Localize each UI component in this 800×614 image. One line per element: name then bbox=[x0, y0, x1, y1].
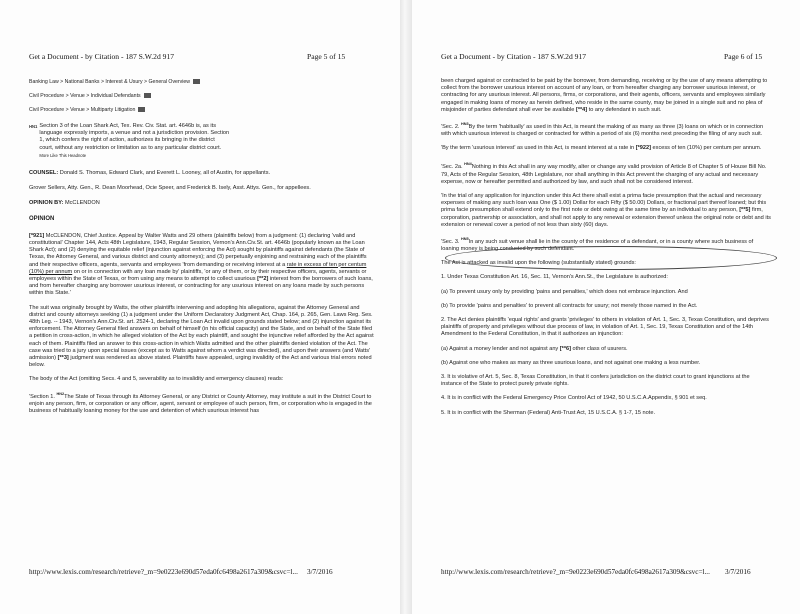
right-header-page-number: Page 6 of 15 bbox=[724, 52, 763, 61]
topic-link[interactable]: Banking Law > National Banks > Interest & Usury > General Overview bbox=[29, 78, 375, 86]
pencil-icon[interactable] bbox=[193, 79, 200, 84]
star-page-921[interactable]: [*921] bbox=[29, 232, 45, 239]
headnote-marker[interactable]: HN3 bbox=[461, 122, 469, 127]
opinion-heading: OPINION bbox=[29, 215, 55, 222]
right-body bbox=[441, 78, 771, 424]
headnote-marker[interactable]: HN4 bbox=[464, 162, 472, 167]
right-header-title: Get a Document - by Citation - 187 S.W.2d 917 bbox=[441, 52, 587, 61]
statute-section-2a: 'Sec. 2a. $^{HN4}$Nothing in this Act shall in any way modify, alter or change any valid provision of Article 8 of Chapter 5 of House Bill No. 79, Acts of the Regular Session, 48th Legislature, nor shall anything in this Act prevent the charging of any actual and necessary expense, now or hereafter permitted and authorized by law, and such shall not be considered interest. bbox=[441, 162, 767, 185]
left-header-page-number: Page 5 of 15 bbox=[307, 52, 346, 61]
star-page-6[interactable]: [**6] bbox=[559, 345, 571, 352]
statute-section-1: 'Section 1. $^{HN2}$The State of Texas through its Attorney General, or any District or County Attorney, may institute a suit in the District Court to enjoin any person, firm, or corporation or any officer, agent, servant or employee of such person, firm, or corporation who is engaged in the business of habitually loaning money for the use and detention of which usurious interest has bbox=[29, 391, 372, 414]
pencil-icon[interactable] bbox=[138, 107, 145, 112]
pencil-icon[interactable] bbox=[144, 93, 151, 98]
right-footer-url: http://www.lexis.com/research/retrieve?_m=9e0223e690d57eda0fc6498a2617a309&csvc=l... bbox=[441, 568, 710, 576]
underlined-phrase: rate in excess of ten per centum (10%) per annum bbox=[29, 261, 367, 275]
headnote-text: Section 3 of the Loan Shark Act, Tex. Rev. Civ. Stat. art. 4646b is, as its language expressly imports, a venue and not a jurisdiction provision. Section 1, which confers the right of action, authorizes its bringing in the district court, without any restriction or limitation as to any particular district court. bbox=[39, 123, 230, 151]
ground-2a: (a) Against a money lender and not against any [**6] other class of usurers. bbox=[441, 345, 628, 352]
prima-facie-paragraph: 'In the trial of any application for injunction under this Act there shall exist a prima facie presumption that the actual and necessary expenses of making any such loan was One ($ 1.00) Dollar for each Fifty ($ 50.00) Dollars, or fractional part thereof loaned; but this prima facie presumption shall extend only to the first note or debt owing at the same time by an individual to any person, [**5] firm, corporation, partnership or association, and shall not apply to any renewal or extension thereof unless the original note or debt and its extension or renewal cover a period of not less than sixty (60) days. bbox=[441, 192, 771, 228]
topic-link[interactable]: Civil Procedure > Venue > Multiparty Litigation bbox=[29, 106, 375, 114]
headnote-marker[interactable]: HN1 bbox=[29, 124, 38, 129]
ground-1b: (b) To provide 'pains and penalties' to prevent all contracts for usury; not merely those named in the Act. bbox=[441, 302, 698, 309]
usurious-interest-definition: 'By the term 'usurious interest' as used in this Act, is meant interest at a rate in [*922] excess of ten (10%) per centum per annum. bbox=[441, 145, 762, 152]
right-page bbox=[412, 0, 800, 614]
star-page-4[interactable]: [**4] bbox=[575, 106, 588, 113]
opinion-by: OPINION BY: McCLENDON bbox=[29, 200, 100, 207]
opinion-paragraph: [*921] McCLENDON, Chief Justice. Appeal by Walter Watts and 29 others (plaintiffs below) from a judgment: (1) declaring 'valid and constitutional' Chapter 144, Acts 48th Legislature, 1943, Regular Session, Vernon's Ann.Civ.St. art. 4646b (popularly known as the Loan Shark Act); and (2) denying the equitable relief (injunction against enforcing the Act) sought by plaintiffs against defendants (the State of Texas, the Attorney General, and various district and county attorneys); and (3) perpetually enjoining and restraining each of the plaintiffs and their respective officers, agents, servants and employees 'from demanding or receiving interest at a rate in excess of ten per centum (10%) per annum on or in connection with any loan made by' plaintiffs, 'or any of them, or by their respective officers, agents, servants or employees within the State of Texas, or from using any means to attempt to collect usurious [**2] interest from the borrowers of such loans, and from hereafter charging any borrower usurious interest, or contracting for any usurious interest on any loans made by such persons within this State.' bbox=[29, 232, 373, 297]
left-footer-date: 3/7/2016 bbox=[307, 568, 333, 576]
star-page-922[interactable]: [*922] bbox=[635, 145, 651, 152]
topic-link[interactable]: Civil Procedure > Venue > Individual Defendants bbox=[29, 92, 375, 100]
ground-5: 5. It is in conflict with the Sherman (Federal) Anti-Trust Act, 15 U.S.C.A. § 1-7, 15 note. bbox=[441, 409, 656, 416]
headnote-marker[interactable]: HN5 bbox=[461, 236, 469, 241]
star-page-3[interactable]: [**3] bbox=[57, 355, 69, 362]
opinion-paragraph: The suit was originally brought by Watts, the other plaintiffs intervening and adopting his allegations, against the Attorney General and district and county attorneys seeking (1) a judgment under the Uniform Declaratory Judgment Act, Chap. 164, p. 265, Gen. Laws Reg. Ses. 48th Leg. -- 1943, Vernon's Ann.Civ.St. art. 2524-1, declaring the Loan Act invalid upon grounds stated below; and (2) injunction against its enforcement. The Attorney General filed answers on behalf of himself (in his official capacity) and the State, and on behalf of the State filed a petition in cross-action, in which he alleged violation of the Act by each plaintiff, and sought the injunctive relief afforded by the Act against each of them. Plaintiffs filed an answer to this cross-action in which Watts admitted and the other plaintiffs denied violation of the Act. The case was tried to a jury upon special issues (except as to Watts against whom a verdict was directed), and upon their answers (and Watts' admission) [**3] judgment was rendered as above stated. Plaintiffs have appealed, urging invalidity of the Act and various trial errors noted below. bbox=[29, 304, 374, 369]
ground-4: 4. It is in conflict with the Federal Emergency Price Control Act of 1942, 50 U.S.C.A.Appendix, § 901 et seq. bbox=[441, 395, 707, 402]
statute-continuation: been charged against or contracted to be paid by the borrower, from demanding, receiving or by the use of any means attempting to collect from the borrower usurious interest on account of any loan, or from hereafter charging any borrower usurious interest, or contracting for any usurious interest. All persons, firms, or corporations, and their agents, officers, servants and employees similarly engaged in making loans of money as herein defined, who reside in the same county, may be joined in a single suit and no plea of misjoinder of parties defendant shall ever be available [**4] to any defendant in such suit. bbox=[441, 78, 768, 113]
star-page-2[interactable]: [**2] bbox=[257, 276, 269, 283]
statute-section-2: 'Sec. 2. $^{HN3}$By the term 'habitually' as used in this Act, is meant the making of as many as three (3) loans on which or in connection with which usurious interest is charged or contracted for within a period of six (6) months next preceding the filing of any such suit. bbox=[441, 122, 764, 138]
ground-1: 1. Under Texas Constitution Art. 16, Sec. 11, Vernon's Ann.St., the Legislature is authorized: bbox=[441, 274, 668, 281]
left-header-title: Get a Document - by Citation - 187 S.W.2d 917 bbox=[29, 52, 175, 61]
ground-3: 3. It is violative of Art. 5, Sec. 8, Texas Constitution, in that it confers jurisdiction on the district court to grant injunctions at the instance of the State to protect purely private rights. bbox=[441, 374, 750, 388]
counsel: COUNSEL: Donald S. Thomas, Edward Clark, and Everett L. Looney, all of Austin, for appellants. bbox=[29, 170, 271, 177]
ground-2b: (b) Against one who makes as many as three usurious loans, and not against one making a less number. bbox=[441, 359, 701, 366]
left-body bbox=[29, 78, 375, 422]
more-like-this-link[interactable]: More Like This Headnote bbox=[39, 152, 87, 158]
headnote bbox=[29, 123, 375, 160]
grounds-intro: The Act is attacked as invalid upon the following (substantially stated) grounds: bbox=[441, 260, 636, 267]
counsel-label: COUNSEL: bbox=[29, 170, 59, 177]
page-gutter bbox=[400, 0, 412, 614]
opinion-paragraph: The body of the Act (omitting Secs. 4 and 5, severability as to invalidity and emergency clauses) reads: bbox=[29, 376, 284, 383]
left-footer-url: http://www.lexis.com/research/retrieve?_m=9e0223e690d57eda0fc6498a2617a309&csvc=l... bbox=[29, 568, 298, 576]
right-footer-date: 3/7/2016 bbox=[725, 568, 751, 576]
headnote-marker[interactable]: HN2 bbox=[56, 391, 65, 396]
statute-section-3: 'Sec. 3. $^{HN5}$In any such suit venue shall lie in the county of the residence of a defendant, or in a county where such business of loaning money is being conducted by such defendant.' bbox=[441, 236, 754, 253]
ground-1a: (a) To prevent usury only by providing 'pains and penalties,' which does not embrace injunction. And bbox=[441, 288, 688, 295]
star-page-5[interactable]: [**5] bbox=[739, 207, 751, 214]
counsel-appellees: Grover Sellers, Atty. Gen., R. Dean Moorhead, Ocie Speer, and Frederick B. Isely, Asst. Attys. Gen., for appellees. bbox=[29, 185, 311, 192]
ground-2: 2. The Act denies plaintiffs 'equal rights' and grants 'privileges' to others in violation of Art. 1, Sec. 3, Texas Constitution, and deprives plaintiffs of property and privileges without due process of law, in violation of Art. 1, Sec. 19, Texas Constitution and of the 14th Amendment to the Federal Constitution, in that it authorizes an injunction: bbox=[441, 317, 769, 338]
